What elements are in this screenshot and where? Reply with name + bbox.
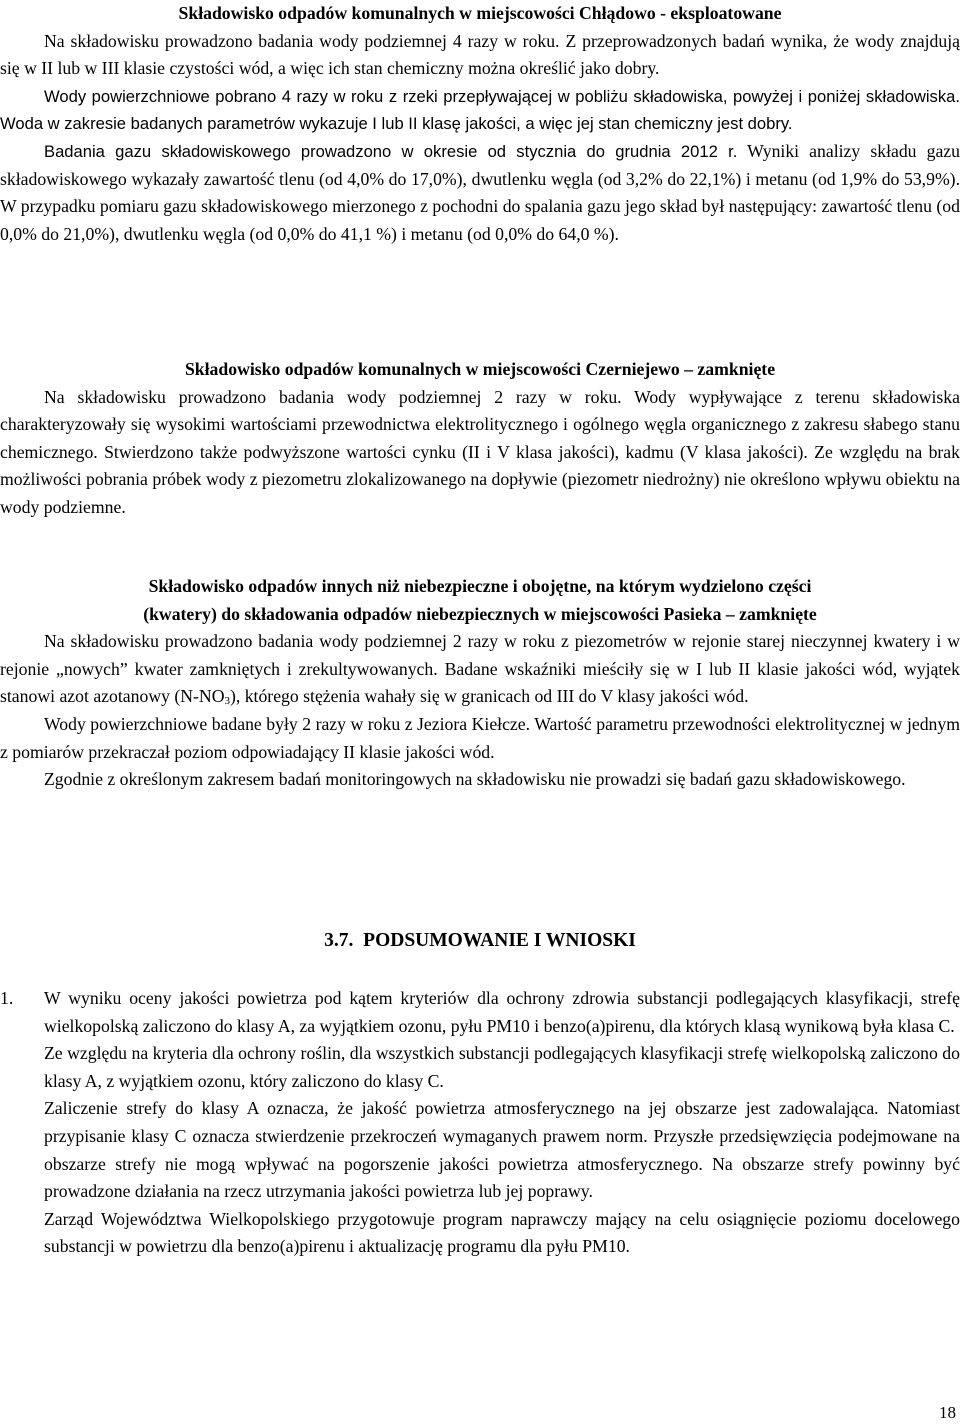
surface-water-result-text: Woda w zakresie badanych parametrów wykazuje I lub II klasę jakości, a więc jej stan chemiczny jest dobry. — [0, 114, 793, 134]
heading-pasieka-line-2: (kwatery) do składowania odpadów niebezpiecznych w miejscowości Pasieka – zamknięte — [143, 603, 817, 624]
paragraph-surface-water-pasieka: Wody powierzchniowe badane były 2 razy w roku z Jeziora Kiełcze. Wartość parametru przewodności elektrolitycznej w jednym z pomiarów przekraczał poziom odpowiadający II klasie jakości wód. — [0, 713, 960, 762]
paragraph-landfill-gas-chlapowo — [0, 138, 960, 248]
paragraph-landfill-gas-pasieka: Zgodnie z określonym zakresem badań monitoringowych na składowisku nie prowadzi się badań gazu składowiskowego. — [44, 769, 906, 790]
section-chlapowo — [0, 0, 960, 248]
paragraph-groundwater-pasieka — [0, 628, 960, 711]
nitrate-subscript: 3 — [224, 695, 230, 708]
conclusion-paragraph: W wyniku oceny jakości powietrza pod kątem kryteriów dla ochrony zdrowia substancji podlegających klasyfikacji, strefę wielkopolską zaliczono do klasy A, za wyjątkiem ozonu, pyłu PM10 i benzo(a)pirenu, dla których klasą wynikową była klasa C. — [44, 988, 960, 1036]
heading-pasieka-line-1: Składowisko odpadów innych niż niebezpieczne i obojętne, na którym wydzielono części — [148, 576, 812, 596]
landfill-gas-period-text: Badania gazu składowiskowego prowadzono w okresie od stycznia do grudnia 2012 r. — [44, 141, 738, 161]
surface-water-sampling-text: Wody powierzchniowe pobrano 4 razy w roku z rzeki przepływającej w pobliżu składowiska, powyżej i poniżej składowiska. — [44, 86, 960, 106]
landfill-gas-result-text: Wyniki analizy składu gazu składowiskowego wykazały zawartość tlenu (od 4,0% do 17,0%), dwutlenku węgla (od 3,2% do 22,1%) i metanu (od 1,9% do 53,9%). W przypadku pomiaru gazu składowiskowego mierzonego z pochodni do spalania gazu jego skład był następujący: zawartość tlenu (od 0,0% do 21,0%), dwutlenku węgla (od 0,0% do 41,1 %) i metanu (od 0,0% do 64,0 %). — [0, 140, 960, 244]
groundwater-pasieka-text-end: ), którego stężenia wahały się w granicach od III do V klasy jakości wód. — [229, 686, 749, 707]
paragraph-groundwater-czerniejewo: Na składowisku prowadzono badania wody podziemnej 2 razy w roku. Wody wypływające z terenu składowiska charakteryzowały się wysokimi wartościami przewodnictwa elektrolitycznego i ogólnego węgla organicznego z zakresu słabego stanu chemicznego. Stwierdzono także podwyższone wartości cynku (II i V klasa jakości), kadmu (V klasa jakości). Ze względu na brak możliwości pobrania próbek wody z piezometru zlokalizowanego na dopływie (piezometr niedrożny) nie określono wpływu obiektu na wody podziemne. — [0, 386, 960, 517]
conclusion-paragraph: Ze względu na kryteria dla ochrony roślin, dla wszystkich substancji podlegających klasyfikacji strefę wielkopolską zaliczono do klasy A, z wyjątkiem ozonu, który zaliczono do klasy C. — [44, 1043, 960, 1091]
list-item — [0, 985, 960, 1261]
section-pasieka — [0, 573, 960, 794]
section-czerniejewo — [0, 356, 960, 522]
heading-chlapowo: Składowisko odpadów komunalnych w miejscowości Chłądowo - eksploatowane — [178, 3, 782, 23]
section-title: PODSUMOWANIE I WNIOSKI — [363, 930, 636, 951]
conclusions-list — [0, 985, 960, 1261]
section-heading — [0, 930, 960, 952]
heading-czerniejewo: Składowisko odpadów komunalnych w miejscowości Czerniejewo – zamknięte — [184, 359, 776, 379]
section-number: 3.7. — [324, 930, 354, 951]
conclusion-paragraph: Zarząd Województwa Wielkopolskiego przygotowuje program naprawczy mający na celu osiągnięcie poziomu docelowego substancji w powietrzu dla benzo(a)pirenu i aktualizację programu dla pyłu PM10. — [44, 1208, 960, 1257]
paragraph-groundwater-chlapowo: Na składowisku prowadzono badania wody podziemnej 4 razy w roku. Z przeprowadzonych badań wynika, że wody znajdują się w II lub w III klasie czystości wód, a więc ich stan chemiczny można określić jako dobry. — [0, 30, 960, 79]
page-number: 18 — [939, 1403, 956, 1422]
paragraph-surface-water-chlapowo — [0, 83, 960, 138]
list-item-number: 1. — [0, 988, 14, 1008]
conclusions — [0, 985, 960, 1261]
groundwater-pasieka-text: Na składowisku prowadzono badania wody podziemnej 2 razy w roku z piezometrów w rejonie starej nieczynnej kwatery i w rejonie „nowych” kwater zamkniętych i zrekultywowanych. Badane wskaźniki mieściły się w I lub II klasie jakości wód, wyjątek stanowi azot azotanowy (N-NO — [0, 631, 960, 707]
conclusion-paragraph: Zaliczenie strefy do klasy A oznacza, że jakość powietrza atmosferycznego na jej obszarze jest zadowalająca. Natomiast przypisanie klasy C oznacza stwierdzenie przekroczeń wymaganych prawem norm. Przyszłe przedsięwzięcia podejmowane na obszarze strefy nie mogą wpływać na pogorszenie jakości powietrza atmosferycznego. Na obszarze strefy powinny być prowadzone działania na rzecz utrzymania jakości powietrza lub jej poprawy. — [44, 1098, 960, 1202]
